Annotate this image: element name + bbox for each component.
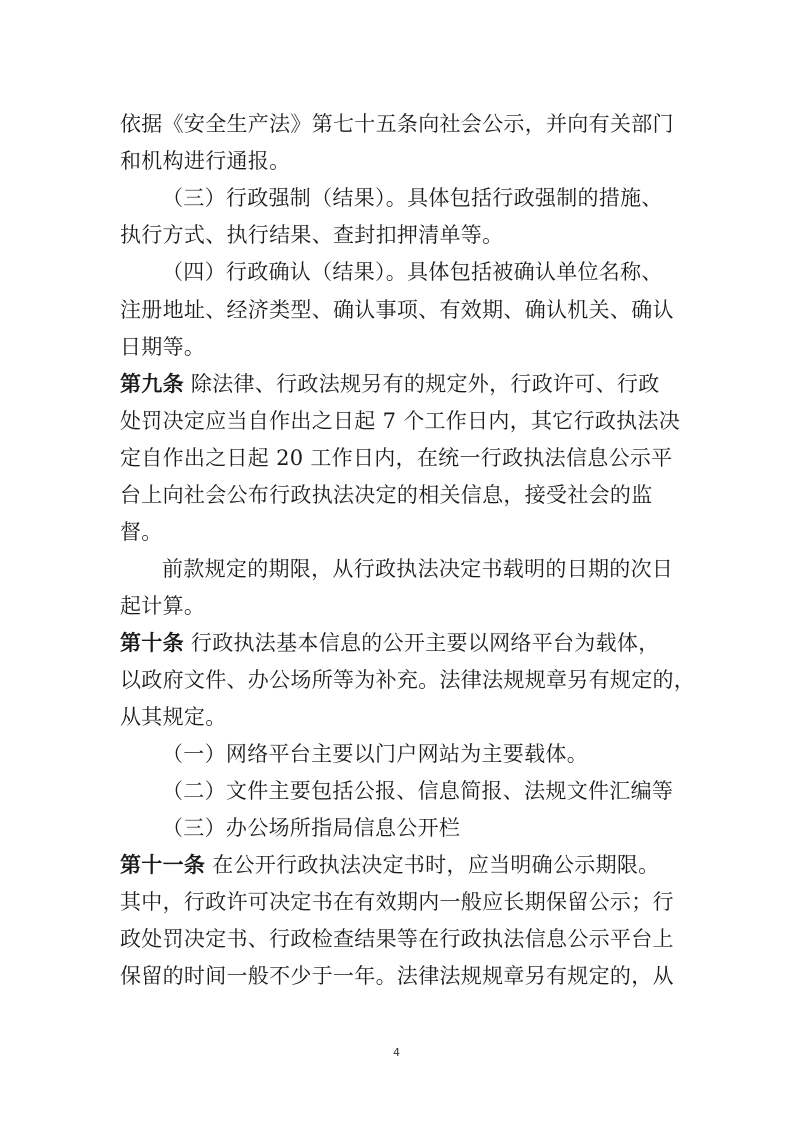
article-11-line [120,851,680,879]
article-10-line [120,629,680,657]
text-line: 保留的时间一般不少于一年。法律法规规章另有规定的，从 [120,964,674,988]
text-line: 和机构进行通报。 [120,149,291,173]
text-line: 日期等。 [120,335,206,359]
text-line: （三）办公场所指局信息公开栏 [162,816,461,840]
text-line: 台上向社会公布行政执法决定的相关信息，接受社会的监 [120,483,653,507]
text-line: 政处罚决定书、行政检查结果等在行政执法信息公示平台上 [120,927,674,951]
article-heading: 第九条 [120,371,184,396]
article-9-line [120,370,680,398]
text-line: （二）文件主要包括公报、信息简报、法规文件汇编等 [162,779,674,803]
text-line: 注册地址、经济类型、确认事项、有效期、确认机关、确认 [120,298,674,322]
text-line: 执行方式、执行结果、查封扣押清单等。 [120,223,504,247]
text-line: 其中，行政许可决定书在有效期内一般应长期保留公示；行 [120,890,674,914]
text-line: 以政府文件、办公场所等为补充。法律法规规章另有规定的， [120,668,696,692]
text-line: 前款规定的期限，从行政执法决定书载明的日期的次日 [162,557,674,581]
article-text: 行政执法基本信息的公开主要以网络平台为载体， [190,631,660,655]
page-number: 4 [393,1046,400,1059]
article-text: 在公开行政执法决定书时，应当明确公示期限。 [212,853,660,877]
text-line: （四）行政确认（结果）。具体包括被确认单位名称、 [162,260,663,284]
text-line: 起计算。 [120,594,206,618]
text-line: 依据《安全生产法》第七十五条向社会公示，并向有关部门 [120,112,674,136]
text-line: （三）行政强制（结果）。具体包括行政强制的措施、 [162,186,663,210]
article-text: 除法律、行政法规另有的规定外，行政许可、行政 [190,372,660,396]
text-line: （一）网络平台主要以门户网站为主要载体。 [162,742,588,766]
text-line: 督。 [120,520,163,544]
article-heading: 第十一条 [120,852,206,877]
article-heading: 第十条 [120,630,184,655]
text-line: 处罚决定应当自作出之日起 7 个工作日内，其它行政执法决 [120,409,681,433]
text-line: 定自作出之日起 20 工作日内，在统一行政执法信息公示平 [120,446,673,470]
text-line: 从其规定。 [120,705,227,729]
